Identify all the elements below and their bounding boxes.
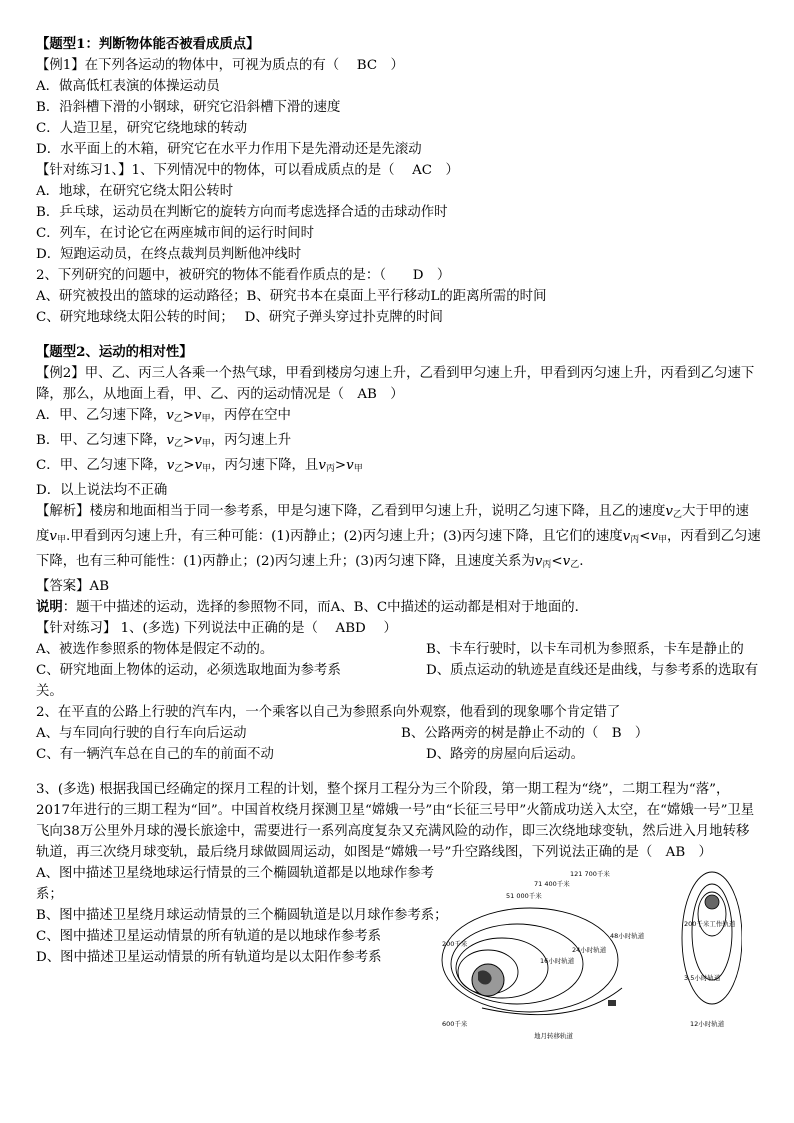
option: C．列车，在讨论它在两座城市间的运行时间时: [36, 226, 315, 241]
label-transfer: 地月转移轨道: [534, 1032, 573, 1040]
option: A．做高低杠表演的体操运动员: [36, 79, 220, 94]
option-d: D．以上说法均不正确: [36, 483, 168, 498]
option-a: A、与车同向行驶的自行车向后运动: [36, 726, 247, 741]
earth-orbit-outer: [442, 908, 618, 1012]
label-121700: 121 700千米: [570, 870, 610, 878]
practice-2-question: 2、下列研究的问题中，被研究的物体不能看作质点的是：（ D ）: [36, 268, 451, 283]
satellite-icon: [608, 1000, 616, 1006]
change-1-orbit-diagram: [422, 868, 742, 1048]
section-title-1: 【题型1：判断物体能否被看成质点】: [36, 36, 260, 52]
option-a: A、被选作参照系的物体是假定不动的。: [36, 642, 274, 657]
label-3-5h: 3.5小时轨道: [684, 974, 721, 982]
practice-2-question: 2、在平直的公路上行驶的汽车内，一个乘客以自己为参照系向外观察，他看到的现象哪个肯定错了: [36, 705, 621, 720]
option-c: C、研究地面上物体的运动，必须选取地面为参考系: [36, 663, 341, 678]
practice-3-question: 3、(多选) 根据我国已经确定的探月工程的计划，整个探月工程分为三个阶段，第一期工程为“绕”，二期工程为“落”，2017年进行的三期工程为“回”。中国首枚绕月探测卫星“嫦娥一号”由“长征三号甲”火箭成功送入太空，在“嫦娥一号”卫星飞向38万公里外月球的漫长旅途中，需要进行一系列高度复杂又充满风险的动作，即三次绕地球变轨，然后进入月地转移轨道，再三次绕月球变轨，最后绕月球做圆周运动，如图是“嫦娥一号”升空路线图，下列说法正确的是（ AB ）: [36, 782, 755, 860]
option-a: A．甲、乙匀速下降，$v_乙>v_甲$，丙停在空中: [36, 408, 291, 424]
option: C、研究地球绕太阳公转的时间； D、研究子弹头穿过扑克牌的时间: [36, 310, 443, 325]
label-200: 200千米: [442, 940, 468, 948]
label-48h: 48小时轨道: [610, 932, 645, 940]
worksheet: [36, 34, 762, 968]
option-c: C、图中描述卫星运动情景的所有轨道的是以地球作参考系: [36, 929, 382, 944]
option-row: [36, 723, 762, 744]
moon-icon: [705, 895, 719, 909]
practice-1-question: 【针对练习1、】1、下列情况中的物体，可以看成质点的是（ AC ）: [36, 163, 459, 178]
option-row: [36, 744, 762, 765]
option-d: D、图中描述卫星运动情景的所有轨道均是以太阳作参考系: [36, 950, 382, 965]
option: C．人造卫星，研究它绕地球的转动: [36, 121, 248, 136]
option: A．地球，在研究它绕太阳公转时: [36, 184, 234, 199]
option-b: B、图中描述卫星绕月球运动情景的三个椭圆轨道是以月球作参考系；: [36, 908, 448, 923]
option: B．沿斜槽下滑的小钢球，研究它沿斜槽下滑的速度: [36, 100, 341, 115]
label-16h: 16小时轨道: [540, 957, 575, 965]
option-d-wrap: [36, 660, 762, 702]
option-b: B、卡车行驶时，以卡车司机为参照系，卡车是静止的: [426, 642, 744, 657]
section-title-2: 【题型2、运动的相对性】: [36, 344, 193, 360]
label-work-orbit: 200千米工作轨道: [684, 920, 736, 928]
option: A、研究被投出的篮球的运动路径；B、研究书本在桌面上平行移动L的距离所需的时间: [36, 289, 547, 304]
answer: 【答案】AB: [36, 579, 110, 594]
practice-1-question: 【针对练习】 1、(多选) 下列说法中正确的是（ ABD ）: [36, 621, 397, 636]
option-d: D、路旁的房屋向后运动。: [426, 747, 585, 762]
practice-3-options: [36, 863, 456, 968]
example-1-question: 【例1】在下列各运动的物体中，可视为质点的有（ BC ）: [36, 58, 404, 73]
option-b-wrap: [36, 639, 762, 660]
label-600: 600千米: [442, 1020, 468, 1028]
option: B．乒乓球，运动员在判断它的旋转方向而考虑选择合适的击球动作时: [36, 205, 448, 220]
analysis: 【解析】楼房和地面相当于同一参考系，甲是匀速下降，乙看到甲匀速上升，说明乙匀速下降，且乙的速度$v_乙$大于甲的速度$v_甲$.甲看到丙匀速上升，有三种可能：(1)丙静止；(2)丙匀速上升；(3)丙匀速下降，且它们的速度$v_丙<v_甲$，丙看到乙匀速下降，也有三种可能性：(1)丙静止；(2)丙匀速上升；(3)丙匀速下降，且速度关系为$v_丙<v_乙$.: [36, 504, 761, 570]
option-b: B、公路两旁的树是静止不动的（ B ）: [401, 726, 649, 741]
label-71400: 71 400千米: [534, 880, 570, 888]
option-a: A、图中描述卫星绕地球运行情景的三个椭圆轨道都是以地球作参考系；: [36, 866, 434, 902]
option: D．水平面上的木箱，研究它在水平力作用下是先滑动还是先滚动: [36, 142, 422, 157]
example-2-question: 【例2】甲、乙、丙三人各乘一个热气球，甲看到楼房匀速上升，乙看到甲匀速上升，甲看到丙匀速上升，丙看到乙匀速下降，那么，从地面上看，甲、乙、丙的运动情况是（ AB ）: [36, 366, 755, 402]
option-b: B．甲、乙匀速下降，$v_乙>v_甲$，丙匀速上升: [36, 433, 292, 449]
label-24h: 24小时轨道: [572, 946, 607, 954]
option-c: C、有一辆汽车总在自己的车的前面不动: [36, 747, 274, 762]
note: 说明：题干中描述的运动，选择的参照物不同，而A、B、C中描述的运动都是相对于地面的．: [36, 599, 588, 615]
label-51000: 51 000千米: [506, 892, 542, 900]
option-c: C．甲、乙匀速下降，$v_乙>v_甲$，丙匀速下降，且$v_丙>v_甲$: [36, 458, 363, 474]
option: D．短跑运动员，在终点裁判员判断他冲线时: [36, 247, 302, 262]
label-12h: 12小时轨道: [690, 1020, 725, 1028]
option-d: D、质点运动的轨迹是直线还是曲线，与参考系的选取有关。: [36, 663, 759, 699]
